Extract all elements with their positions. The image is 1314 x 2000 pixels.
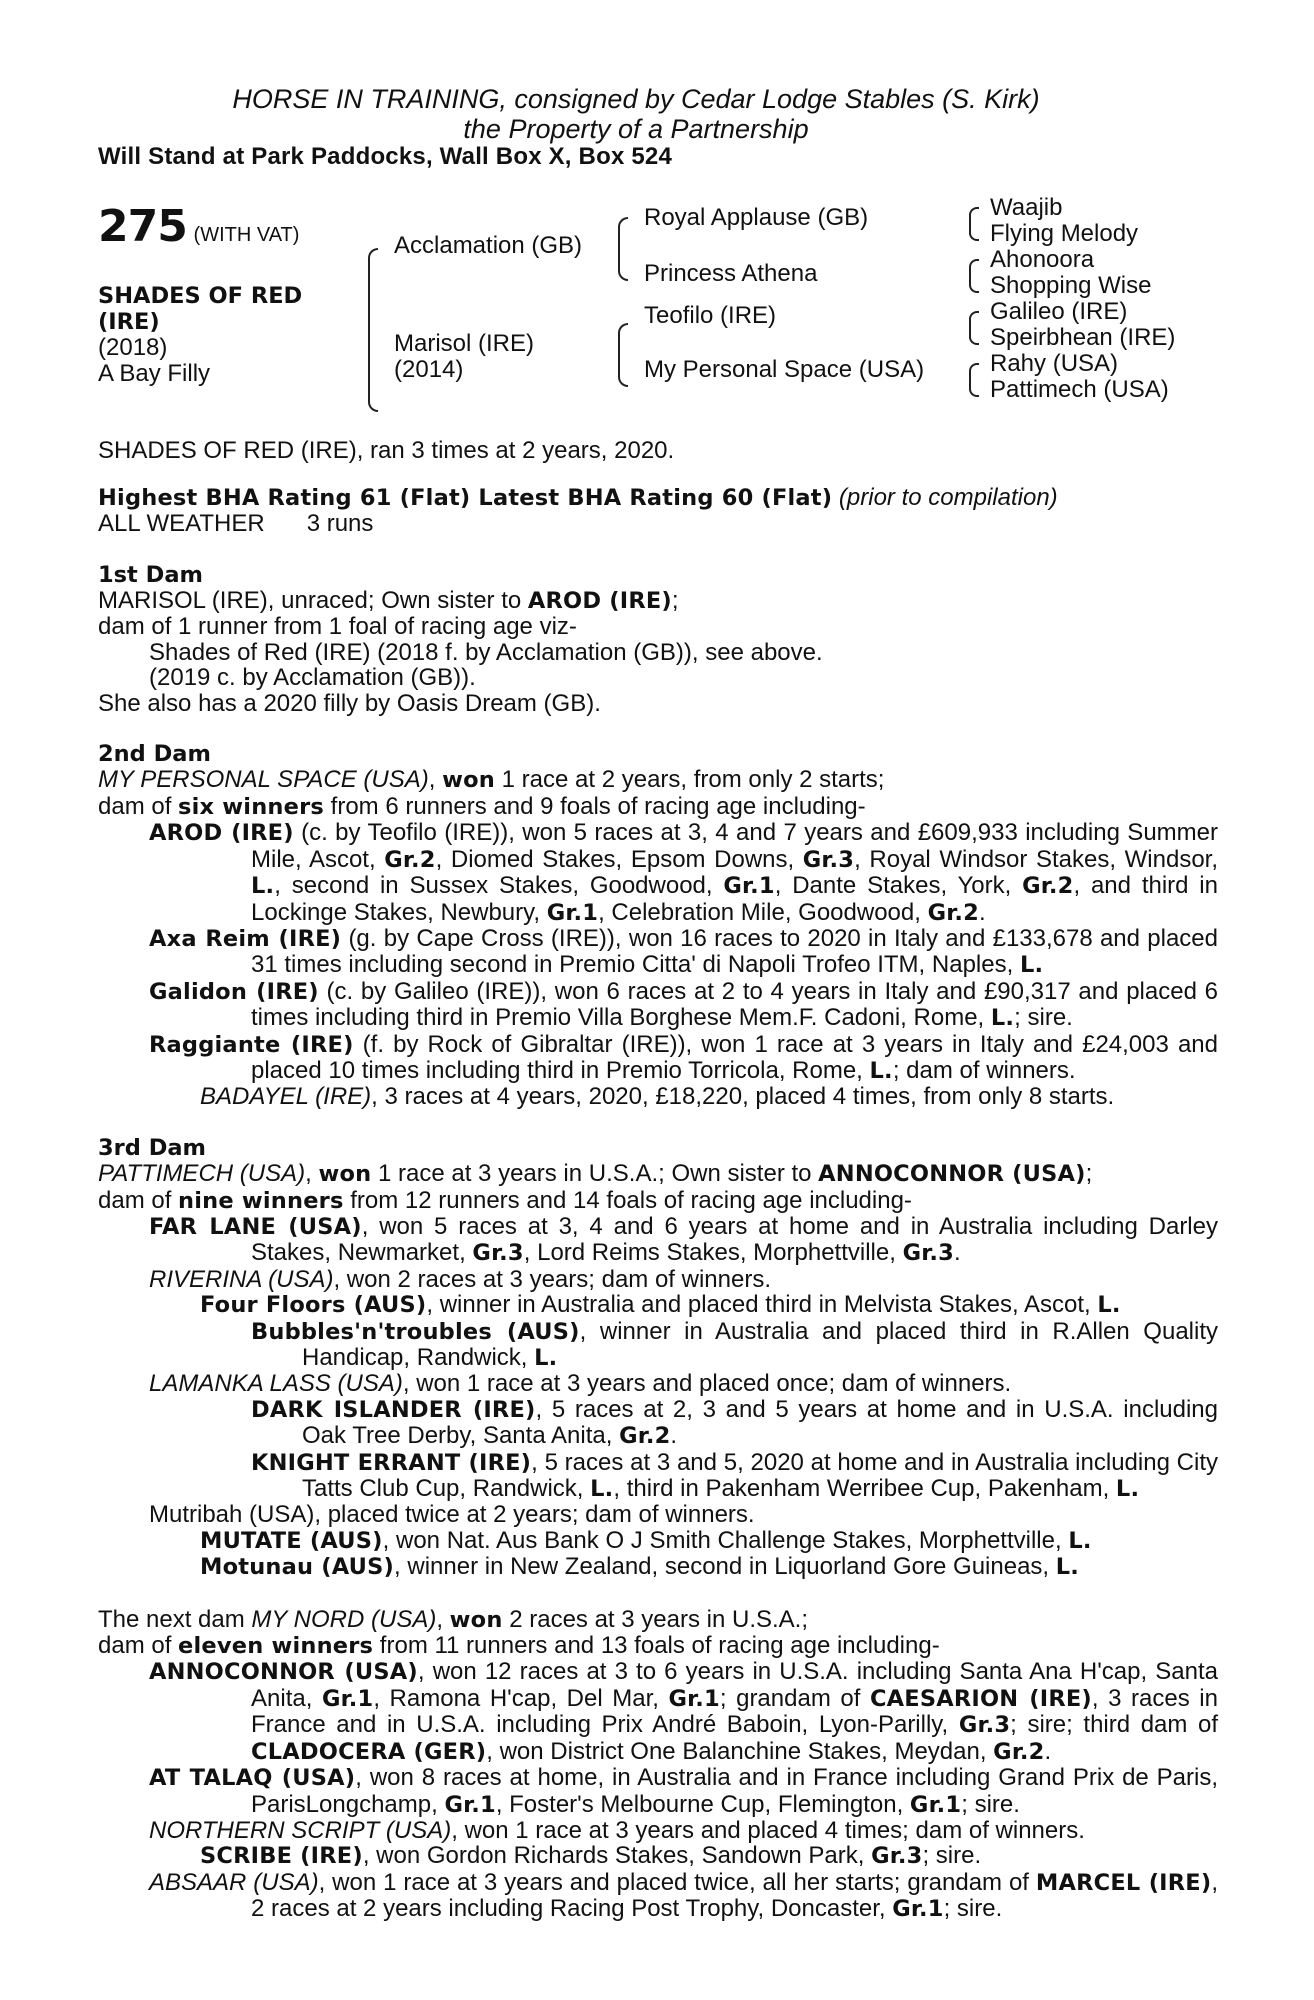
surface-runs: 3 runs xyxy=(306,510,374,538)
brace-sire xyxy=(618,217,628,281)
dam3-heading: 3rd Dam xyxy=(98,1134,206,1161)
sire-dam: Princess Athena xyxy=(644,260,818,288)
lot-number: 275 xyxy=(98,201,187,253)
dam3-fourfloors: Four Floors (AUS), winner in Australia and placed third in Melvista Stakes, Ascot, L. xyxy=(200,1291,1121,1319)
brace-g3a xyxy=(969,207,979,241)
dam2-galidon: Galidon (IRE) (c. by Galileo (IRE)), won 6 races at 2 to 4 years in Italy and £90,317 and placed 6 times including third in Premio Villa Borghese Mem.F. Cadoni, Rome, L.; sire. xyxy=(149,977,1218,1032)
dam2-heading: 2nd Dam xyxy=(98,741,211,768)
sire: Acclamation (GB) xyxy=(394,232,583,260)
race-summary: SHADES OF RED (IRE), ran 3 times at 2 years, 2020. xyxy=(98,437,675,465)
dam1-line4: (2019 c. by Acclamation (GB)). xyxy=(149,664,476,692)
dam3-mutate: MUTATE (AUS), won Nat. Aus Bank O J Smith Challenge Stakes, Morphettville, L. xyxy=(200,1526,1092,1554)
sire-sire: Royal Applause (GB) xyxy=(644,204,869,232)
brace-g3d xyxy=(969,363,979,397)
foaling-year: (2018) xyxy=(98,334,168,362)
ped-sds: Ahonoora xyxy=(990,246,1095,274)
nextdam-northernscript: NORTHERN SCRIPT (USA), won 1 race at 3 years and placed 4 times; dam of winners. xyxy=(149,1816,1085,1844)
horse-suffix: (IRE) xyxy=(98,309,160,336)
dam2-arod: AROD (IRE) (c. by Teofilo (IRE)), won 5 races at 3, 4 and 7 years and £609,933 including Summer Mile, Ascot, Gr.2, Diomed Stakes, Epsom Downs, Gr.3, Royal Windsor Stakes, Windsor, L., second in Sussex Stakes, Goodwood, Gr.1, Dante Stakes, York, Gr.2, and third in Lockinge Stakes, Newbury, Gr.1, Celebration Mile, Goodwood, Gr.2. xyxy=(149,819,1218,926)
dam1-heading: 1st Dam xyxy=(98,561,203,588)
ped-ddd: Pattimech (USA) xyxy=(990,376,1169,404)
pedigree-table xyxy=(98,194,1218,438)
stabling-line: Will Stand at Park Paddocks, Wall Box X, Box 524 xyxy=(98,143,672,170)
ownership-line: the Property of a Partnership xyxy=(463,114,809,144)
dam1-line3: Shades of Red (IRE) (2018 f. by Acclamation (GB)), see above. xyxy=(149,638,823,666)
dam3-mutribah: Mutribah (USA), placed twice at 2 years; dam of winners. xyxy=(149,1501,755,1529)
surface: ALL WEATHER xyxy=(98,510,265,538)
nextdam-annoconnor: ANNOCONNOR (USA), won 12 races at 3 to 6 years in U.S.A. including Santa Ana H'cap, Santa Anita, Gr.1, Ramona H'cap, Del Mar, Gr.1; grandam of CAESARION (IRE), 3 races in France and in U.S.A. including Prix André Baboin, Lyon-Parilly, Gr.3; sire; third dam of CLADOCERA (GER), won District One Balanchine Stakes, Meydan, Gr.2. xyxy=(149,1658,1219,1765)
ped-dsd: Speirbhean (IRE) xyxy=(990,324,1176,352)
nextdam-absaar: ABSAAR (USA), won 1 race at 3 years and placed twice, all her starts; grandam of MARCEL (IRE), 2 races at 2 years including Racing Post Trophy, Doncaster, Gr.1; sire. xyxy=(149,1868,1218,1923)
dam1-line2: dam of 1 runner from 1 foal of racing age viz- xyxy=(98,613,577,641)
brace-g3c xyxy=(969,311,979,345)
brace-dam xyxy=(618,323,628,387)
ped-dss: Galileo (IRE) xyxy=(990,298,1128,326)
dam-year: (2014) xyxy=(394,356,464,384)
nextdam-scribe: SCRIBE (IRE), won Gordon Richards Stakes, Sandown Park, Gr.3; sire. xyxy=(200,1842,982,1870)
dam2-line1: MY PERSONAL SPACE (USA), won 1 race at 2 years, from only 2 starts; xyxy=(98,766,885,794)
brace-gen1 xyxy=(368,248,378,412)
brace-g3b xyxy=(969,259,979,293)
dam3-lamanka: LAMANKA LASS (USA), won 1 race at 3 years and placed once; dam of winners. xyxy=(149,1370,1012,1398)
rating-line xyxy=(98,485,1218,511)
dam2-badayel: BADAYEL (IRE), 3 races at 4 years, 2020, £18,220, placed 4 times, from only 8 starts. xyxy=(200,1083,1115,1111)
dam3-line2: dam of nine winners from 12 runners and 14 foals of racing age including- xyxy=(98,1186,912,1214)
nextdam-line1: The next dam MY NORD (USA), won 2 races at 3 years in U.S.A.; xyxy=(98,1605,809,1633)
lot-identity xyxy=(98,283,302,387)
vat-note: (WITH VAT) xyxy=(193,224,300,247)
dam-sire: Teofilo (IRE) xyxy=(644,302,777,330)
dam-dam: My Personal Space (USA) xyxy=(644,356,925,384)
horse-name: SHADES OF RED xyxy=(98,283,303,310)
dam3-farlane: FAR LANE (USA), won 5 races at 3, 4 and 6 years at home and in Australia including Darley Stakes, Newmarket, Gr.3, Lord Reims Stakes, Morphettville, Gr.3. xyxy=(149,1212,1218,1267)
dam3-darkislander: DARK ISLANDER (IRE), 5 races at 2, 3 and 5 years at home and in U.S.A. including Oak Tree Derby, Santa Anita, Gr.2. xyxy=(251,1395,1218,1450)
dam2-line2: dam of six winners from 6 runners and 9 foals of racing age including- xyxy=(98,792,866,820)
rating-values: Highest BHA Rating 61 (Flat) Latest BHA Rating 60 (Flat) xyxy=(98,484,833,511)
catalogue-page xyxy=(98,84,1218,1923)
ped-sss: Waajib xyxy=(990,194,1063,222)
horse-description: A Bay Filly xyxy=(98,360,211,388)
dam3-motunau: Motunau (AUS), winner in New Zealand, second in Liquorland Gore Guineas, L. xyxy=(200,1553,1080,1581)
dam: Marisol (IRE) xyxy=(394,330,535,358)
rating-note: (prior to compilation) xyxy=(838,483,1058,511)
dam2-raggiante: Raggiante (IRE) (f. by Rock of Gibraltar (IRE)), won 1 race at 3 years in Italy and £24,003 and placed 10 times including third in Premio Torricola, Rome, L.; dam of winners. xyxy=(149,1030,1218,1084)
dam1-line5: She also has a 2020 filly by Oasis Dream (GB). xyxy=(98,689,601,717)
ped-dds: Rahy (USA) xyxy=(990,350,1119,378)
nextdam-attalaq: AT TALAQ (USA), won 8 races at home, in Australia and in France including Grand Prix de Paris, ParisLongchamp, Gr.1, Foster's Melbourne Cup, Flemington, Gr.1; sire. xyxy=(149,1764,1219,1818)
nextdam-line2: dam of eleven winners from 11 runners and 13 foals of racing age including- xyxy=(98,1632,940,1660)
dam3-riverina: RIVERINA (USA), won 2 races at 3 years; dam of winners. xyxy=(149,1265,771,1293)
consignor-line: HORSE IN TRAINING, consigned by Cedar Lodge Stables (S. Kirk) xyxy=(232,84,1040,114)
dam1-line1: MARISOL (IRE), unraced; Own sister to AROD (IRE); xyxy=(98,587,679,615)
dam3-bubbles: Bubbles'n'troubles (AUS), winner in Australia and placed third in R.Allen Quality Handicap, Randwick, L. xyxy=(251,1317,1219,1371)
dam2-axa: Axa Reim (IRE) (g. by Cape Cross (IRE)), won 16 races to 2020 in Italy and £133,678 and placed 31 times including second in Premio Citta' di Napoli Trofeo ITM, Naples, L. xyxy=(149,924,1219,979)
ped-ssd: Flying Melody xyxy=(990,220,1139,248)
ped-sdd: Shopping Wise xyxy=(990,272,1152,300)
surface-line xyxy=(98,511,1218,536)
dam3-knighterrant: KNIGHT ERRANT (IRE), 5 races at 3 and 5, 2020 at home and in Australia including City Tatts Club Cup, Randwick, L., third in Pakenham Werribee Cup, Pakenham, L. xyxy=(251,1448,1218,1503)
dam3-line1: PATTIMECH (USA), won 1 race at 3 years in U.S.A.; Own sister to ANNOCONNOR (USA); xyxy=(98,1160,1093,1188)
lot-number-row xyxy=(98,201,300,253)
